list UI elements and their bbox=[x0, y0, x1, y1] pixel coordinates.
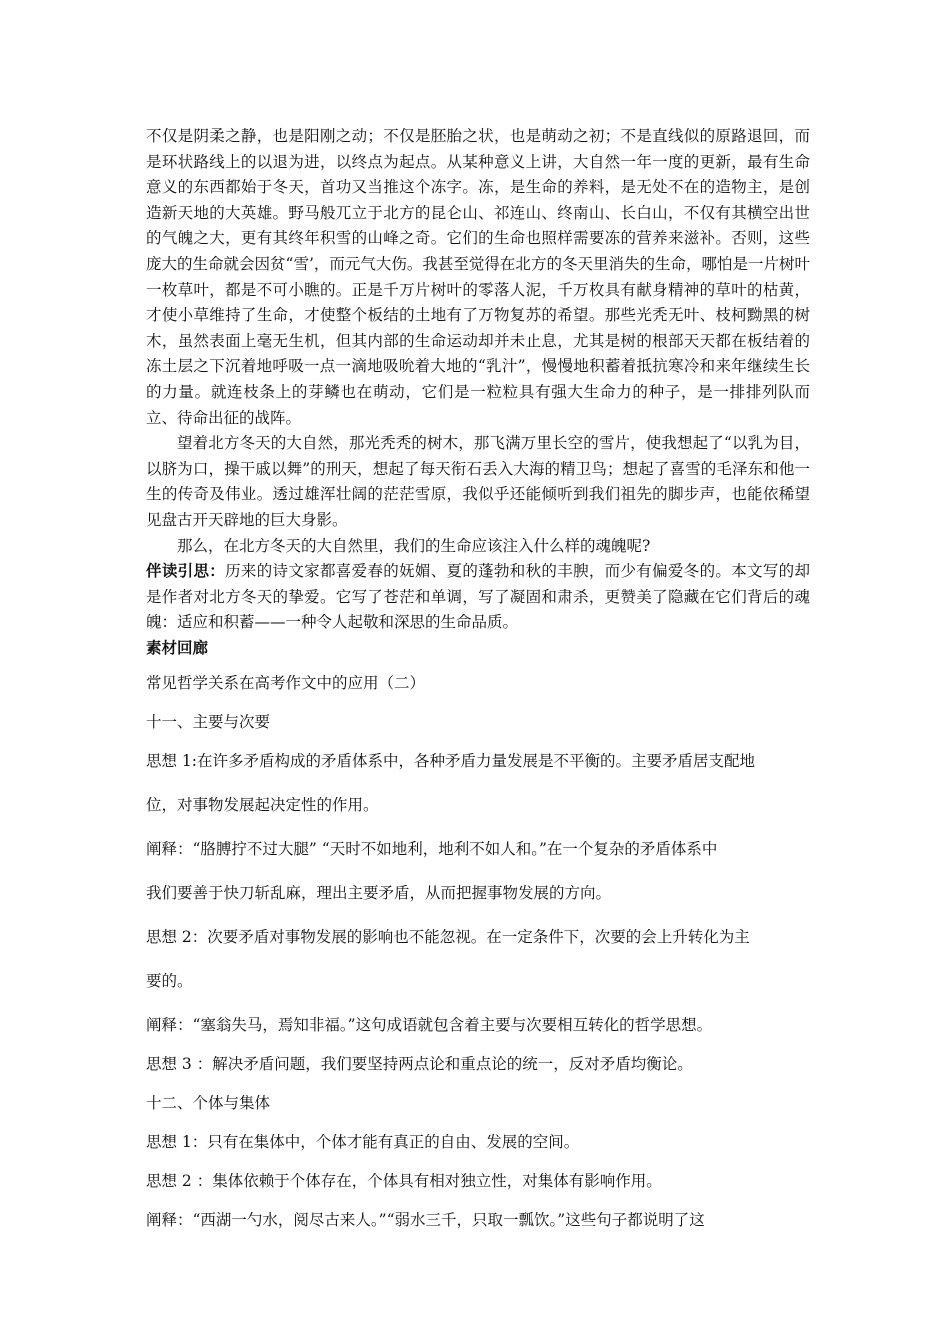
section-12-explain: 阐释：“西湖一勺水，阅尽古来人。”“弱水三千，只取一瓢饮。”这些句子都说明了这 bbox=[146, 1211, 705, 1230]
section-12-thought-2: 思想 2 ：集体依赖于个体存在，个体具有相对独立性，对集体有影响作用。 bbox=[146, 1172, 662, 1191]
section-11-thought-1-line-a: 思想 1:在许多矛盾构成的矛盾体系中，各种矛盾力量发展是不平衡的。主要矛盾居支配地 bbox=[146, 752, 756, 771]
guide-paragraph bbox=[146, 559, 810, 636]
document-page bbox=[146, 124, 810, 1233]
material-heading: 素材回廊 bbox=[146, 638, 209, 657]
guide-label: 伴读引思 bbox=[146, 562, 210, 581]
essay-paragraph-1: 不仅是阴柔之静，也是阳刚之动；不仅是胚胎之状，也是萌动之初；不是直线似的原路退回，而是环状路线上的以退为进，以终点为起点。从某种意义上讲，大自然一年一度的更新，最有生命意义的东西都始于冬天，首功又当推这个冻字。冻，是生命的养料，是无处不在的造物主，是创造新天地的大英雄。野马般兀立于北方的昆仑山、祁连山、终南山、长白山，不仅有其横空出世的气魄之大，更有其终年积雪的山峰之奇。它们的生命也照样需要冻的营养来滋补。否则，这些庞大的生命就会因贫“雪’，而元气大伤。我甚至觉得在北方的冬天里消失的生命，哪怕是一片树叶一枚草叶，都是不可小瞧的。正是千万片树叶的零落人泥，千万枚具有献身精神的草叶的枯黄，才使小草维持了生命，才使整个板结的土地有了万物复苏的希望。那些光秃无叶、枝柯黝黑的树木，虽然表面上毫无生机，但其内部的生命运动却并未止息，尤其是树的根部天天都在板结着的冻土层之下沉着地呼吸一点一滴地吸吮着大地的“乳汁”，慢慢地积蓄着抵抗寒冷和来年继续生长的力量。就连枝条上的芽鳞也在萌动，它们是一粒粒具有强大生命力的种子，是一排排列队而立、待命出征的战阵。 bbox=[146, 127, 810, 427]
guide-separator: ： bbox=[209, 562, 226, 581]
section-12-thought-1: 思想 1：只有在集体中，个体才能有真正的自由、发展的空间。 bbox=[146, 1133, 580, 1152]
section-11-title: 十一、主要与次要 bbox=[146, 713, 271, 732]
section-11-explain-1-line-b: 我们要善于快刀斩乱麻，理出主要矛盾，从而把握事物发展的方向。 bbox=[146, 884, 612, 903]
material-subtitle: 常见哲学关系在高考作文中的应用（二） bbox=[146, 674, 426, 693]
section-11-thought-3: 思想 3 ：解决矛盾问题，我们要坚持两点论和重点论的统一，反对矛盾均衡论。 bbox=[146, 1055, 693, 1074]
essay-paragraph-3: 那么，在北方冬天的大自然里，我们的生命应该注入什么样的魂魄呢? bbox=[177, 536, 651, 555]
section-11-explain-1-line-a: 阐释：“胳膊拧不过大腿” “天时不如地利，地利不如人和。”在一个复杂的矛盾体系中 bbox=[146, 840, 718, 859]
section-11-thought-1 bbox=[146, 748, 810, 774]
section-11-thought-1-line-b: 位，对事物发展起决定性的作用。 bbox=[146, 796, 379, 815]
section-12-title: 十二、个体与集体 bbox=[146, 1094, 271, 1113]
section-11-explain-2: 阐释：“塞翁失马，焉知非福。”这句成语就包含着主要与次要相互转化的哲学思想。 bbox=[146, 1016, 713, 1035]
essay-paragraph-2: 望着北方冬天的大自然，那光秃秃的树木，那飞满万里长空的雪片，使我想起了“以乳为目，以脐为口，操干戚以舞”的刑天，想起了每天衔石丢入大海的精卫鸟；想起了喜雪的毛泽东和他一生的传奇及伟业。透过雄浑壮阔的茫茫雪原，我似乎还能倾听到我们祖先的脚步声，也能依稀望见盘古开天辟地的巨大身影。 bbox=[146, 434, 810, 529]
guide-text: 历来的诗文家都喜爱春的妩媚、夏的蓬勃和秋的丰腴，而少有偏爱冬的。本文写的却是作者对北方冬天的挚爱。它写了苍茫和单调，写了凝固和肃杀，更赞美了隐藏在它们背后的魂魄：适应和积蓄——一种令人起敬和深思的生命品质。 bbox=[146, 562, 810, 632]
section-11-thought-2-line-b: 要的。 bbox=[146, 972, 193, 991]
section-11-thought-2-line-a: 思想 2：次要矛盾对事物发展的影响也不能忽视。在一定条件下，次要的会上升转化为主 bbox=[146, 928, 750, 947]
